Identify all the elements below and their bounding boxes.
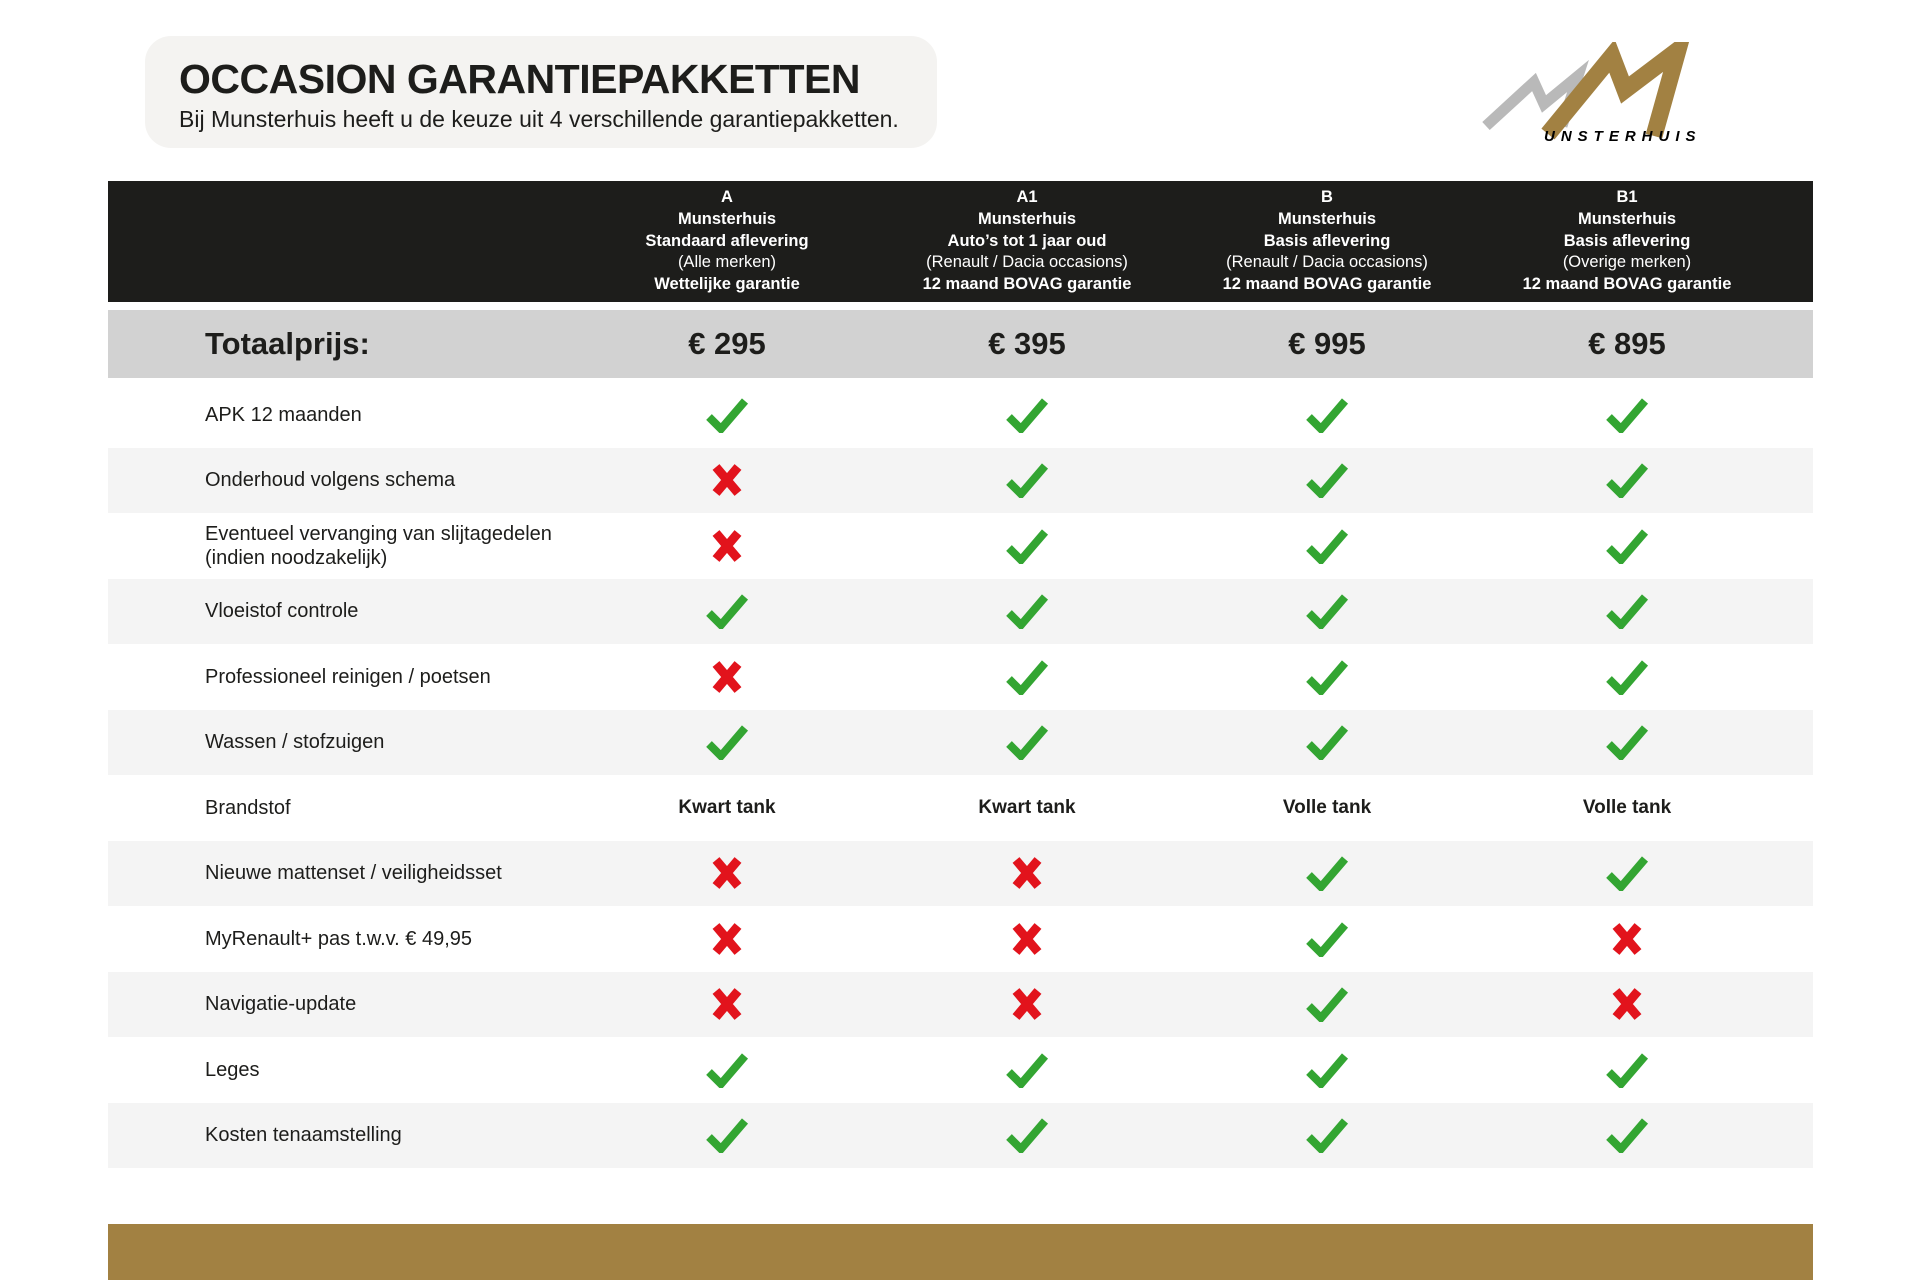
package-price: € 895 <box>1588 326 1666 361</box>
table-rows <box>108 382 1813 1168</box>
row-label-cell <box>108 665 577 689</box>
cross-icon <box>710 659 744 695</box>
table-cell <box>877 593 1177 629</box>
row-label-cell <box>108 468 577 492</box>
table-row <box>108 906 1813 972</box>
column-brand: Munsterhuis <box>677 209 777 228</box>
row-label-cell <box>108 1058 577 1082</box>
table-cell <box>577 462 877 498</box>
table-cell <box>577 921 877 957</box>
table-cell <box>1177 797 1477 819</box>
table-cell <box>877 855 1177 891</box>
table-cell <box>577 397 877 433</box>
table-cell <box>877 462 1177 498</box>
logo-wordmark: UNSTERHUIS <box>1544 128 1702 145</box>
column-line4: (Renault / Dacia occasions) <box>926 253 1128 272</box>
check-icon <box>1305 528 1349 564</box>
cross-icon <box>710 855 744 891</box>
check-icon <box>705 1117 749 1153</box>
row-label-cell <box>108 1123 577 1147</box>
table-cell <box>1477 724 1777 760</box>
table-row <box>108 382 1813 448</box>
table-cell <box>1177 397 1477 433</box>
table-cell <box>577 797 877 819</box>
table-cell <box>1177 724 1477 760</box>
check-icon <box>1005 528 1049 564</box>
row-label-cell <box>108 992 577 1016</box>
column-line4: (Overige merken) <box>1562 253 1692 272</box>
column-line3: Auto’s tot 1 jaar oud <box>947 231 1107 250</box>
check-icon <box>1005 724 1049 760</box>
check-icon <box>705 1052 749 1088</box>
table-cell <box>577 724 877 760</box>
column-line3: Basis aflevering <box>1563 231 1691 250</box>
column-line4: (Alle merken) <box>677 253 777 272</box>
cell-text: Kwart tank <box>678 796 776 818</box>
row-label: MyRenault+ pas t.w.v. € 49,95 <box>205 927 473 950</box>
table-cell <box>1477 462 1777 498</box>
cross-icon <box>710 986 744 1022</box>
table-cell <box>577 855 877 891</box>
table-cell <box>1177 659 1477 695</box>
row-label-cell <box>108 796 577 820</box>
package-price: € 995 <box>1288 326 1366 361</box>
check-icon <box>1605 397 1649 433</box>
table-row <box>108 513 1813 579</box>
row-label-cell <box>108 599 577 623</box>
check-icon <box>705 724 749 760</box>
table-cell <box>1477 855 1777 891</box>
munsterhuis-logo-graphic <box>1482 42 1730 146</box>
table-row <box>108 775 1813 841</box>
table-cell <box>577 528 877 564</box>
row-label: Kosten tenaamstelling <box>205 1124 402 1147</box>
table-cell <box>1477 397 1777 433</box>
row-label: Wassen / stofzuigen <box>205 731 385 754</box>
check-icon <box>1605 855 1649 891</box>
table-row <box>108 448 1813 514</box>
column-line5: 12 maand BOVAG garantie <box>922 275 1132 294</box>
table-cell <box>877 528 1177 564</box>
table-row <box>108 841 1813 907</box>
column-line5: Wettelijke garantie <box>654 275 800 294</box>
row-label: Leges <box>205 1058 260 1081</box>
table-cell <box>1477 986 1777 1022</box>
row-label-cell <box>108 927 577 951</box>
check-icon <box>1605 593 1649 629</box>
row-label-cell <box>108 861 577 885</box>
column-brand: Munsterhuis <box>1577 209 1677 228</box>
table-cell <box>577 986 877 1022</box>
check-icon <box>1305 659 1349 695</box>
check-icon <box>1605 528 1649 564</box>
cross-icon <box>710 462 744 498</box>
check-icon <box>1305 462 1349 498</box>
table-cell <box>577 1117 877 1153</box>
table-cell <box>1177 986 1477 1022</box>
table-cell <box>877 921 1177 957</box>
check-icon <box>1305 593 1349 629</box>
check-icon <box>1305 724 1349 760</box>
table-cell <box>1177 1052 1477 1088</box>
column-code: B <box>1321 187 1333 206</box>
table-row <box>108 710 1813 776</box>
check-icon <box>705 593 749 629</box>
check-icon <box>1305 986 1349 1022</box>
table-cell <box>1477 921 1777 957</box>
row-label: Eventueel vervanging van slijtagedelen <box>205 522 552 545</box>
column-header <box>877 187 1177 297</box>
column-line5: 12 maand BOVAG garantie <box>1222 275 1432 294</box>
cross-icon <box>1610 986 1644 1022</box>
table-cell <box>877 397 1177 433</box>
table-cell <box>877 1117 1177 1153</box>
check-icon <box>1005 1052 1049 1088</box>
total-price-label: Totaalprijs: <box>205 326 370 361</box>
check-icon <box>1005 593 1049 629</box>
check-icon <box>705 397 749 433</box>
gold-footer-bar <box>108 1224 1813 1280</box>
table-cell <box>1477 1052 1777 1088</box>
column-brand: Munsterhuis <box>977 209 1077 228</box>
row-label: Brandstof <box>205 796 291 819</box>
check-icon <box>1005 659 1049 695</box>
row-label-line2: (indien noodzakelijk) <box>205 546 388 569</box>
row-label-cell <box>108 730 577 754</box>
row-label: Vloeistof controle <box>205 600 359 623</box>
check-icon <box>1305 1117 1349 1153</box>
package-price: € 395 <box>988 326 1066 361</box>
check-icon <box>1305 1052 1349 1088</box>
check-icon <box>1605 1052 1649 1088</box>
column-code: A <box>721 187 733 206</box>
cross-icon <box>1010 921 1044 957</box>
row-label: Professioneel reinigen / poetsen <box>205 665 491 688</box>
table-cell <box>577 1052 877 1088</box>
row-label: Onderhoud volgens schema <box>205 469 456 492</box>
table-cell <box>1477 528 1777 564</box>
row-label-cell <box>108 522 577 570</box>
cross-icon <box>1010 855 1044 891</box>
cross-icon <box>1610 921 1644 957</box>
check-icon <box>1605 1117 1649 1153</box>
cell-text: Kwart tank <box>978 796 1076 818</box>
column-line3: Standaard aflevering <box>645 231 809 250</box>
column-code: B1 <box>1616 187 1638 206</box>
row-label-cell <box>108 403 577 427</box>
column-header <box>1177 187 1477 297</box>
table-header <box>108 181 1813 302</box>
table-cell <box>1177 528 1477 564</box>
check-icon <box>1005 462 1049 498</box>
table-cell <box>877 986 1177 1022</box>
comparison-table <box>108 181 1813 1168</box>
column-line3: Basis aflevering <box>1263 231 1391 250</box>
table-cell <box>877 797 1177 819</box>
price-row <box>108 310 1813 378</box>
cross-icon <box>1010 986 1044 1022</box>
table-cell <box>1177 921 1477 957</box>
check-icon <box>1305 397 1349 433</box>
row-label: Nieuwe mattenset / veiligheidsset <box>205 862 502 885</box>
column-line5: 12 maand BOVAG garantie <box>1522 275 1732 294</box>
check-icon <box>1605 659 1649 695</box>
table-cell <box>1477 797 1777 819</box>
table-row <box>108 644 1813 710</box>
table-row <box>108 1037 1813 1103</box>
package-price: € 295 <box>688 326 766 361</box>
check-icon <box>1005 397 1049 433</box>
column-brand: Munsterhuis <box>1277 209 1377 228</box>
table-cell <box>877 724 1177 760</box>
cross-icon <box>710 528 744 564</box>
cell-text: Volle tank <box>1282 796 1372 818</box>
table-row <box>108 1103 1813 1169</box>
cross-icon <box>710 921 744 957</box>
table-row <box>108 972 1813 1038</box>
table-cell <box>1477 659 1777 695</box>
column-line4: (Renault / Dacia occasions) <box>1226 253 1428 272</box>
cell-text: Volle tank <box>1582 796 1672 818</box>
table-cell <box>1177 593 1477 629</box>
check-icon <box>1605 462 1649 498</box>
check-icon <box>1005 1117 1049 1153</box>
table-cell <box>577 659 877 695</box>
title-box <box>145 36 937 148</box>
table-cell <box>877 1052 1177 1088</box>
check-icon <box>1305 855 1349 891</box>
page-subtitle: Bij Munsterhuis heeft u de keuze uit 4 verschillende garantiepakketten. <box>179 106 899 133</box>
table-cell <box>1177 1117 1477 1153</box>
column-code: A1 <box>1016 187 1038 206</box>
munsterhuis-logo <box>1482 42 1730 146</box>
table-cell <box>1477 1117 1777 1153</box>
row-label: APK 12 maanden <box>205 403 362 426</box>
column-header <box>1477 187 1777 297</box>
page-title: OCCASION GARANTIEPAKKETTEN <box>179 56 860 102</box>
table-cell <box>1477 593 1777 629</box>
row-label: Navigatie-update <box>205 993 357 1016</box>
table-cell <box>877 659 1177 695</box>
table-cell <box>1177 855 1477 891</box>
table-cell <box>577 593 877 629</box>
column-header <box>577 187 877 297</box>
check-icon <box>1305 921 1349 957</box>
check-icon <box>1605 724 1649 760</box>
table-cell <box>1177 462 1477 498</box>
table-row <box>108 579 1813 645</box>
